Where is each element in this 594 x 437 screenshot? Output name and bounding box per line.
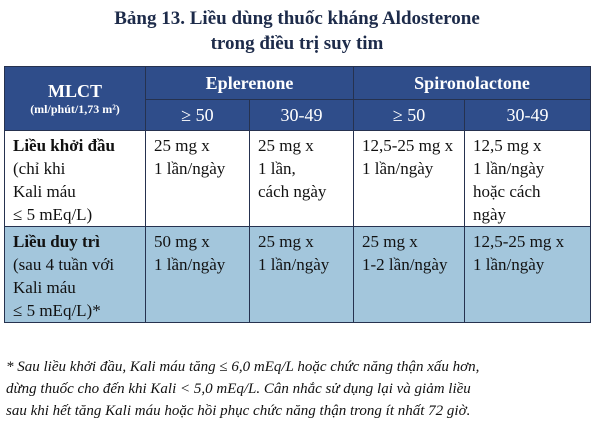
header-spironolactone: Spironolactone (354, 67, 591, 100)
row-label-maintenance-dose (5, 227, 146, 323)
footnote-line: * Sau liều khởi đầu, Kali máu tăng ≤ 6,0 mEq/L hoặc chức năng thận xấu hơn, (6, 359, 480, 375)
header-eplerenone-30-49: 30-49 (250, 100, 354, 131)
footnote (6, 356, 590, 422)
cell-line: cách ngày (258, 182, 327, 201)
cell-initial-spironolactone-30-49 (465, 131, 591, 227)
cell-maintenance-spironolactone-30-49 (465, 227, 591, 323)
footnote-line: sau khi hết tăng Kali máu hoặc hồi phục chức năng thận trong ít nhất 72 giờ. (6, 403, 471, 419)
header-mlct-unit: (ml/phút/1,73 m²) (30, 101, 120, 116)
cell-line: 1 lần/ngày (154, 255, 226, 274)
header-spironolactone-ge50: ≥ 50 (354, 100, 465, 131)
table-row-maintenance-dose (5, 227, 591, 323)
row-label-sub-line: ≤ 5 mEq/L)* (13, 301, 101, 320)
cell-initial-spironolactone-ge50 (354, 131, 465, 227)
cell-line: 25 mg x (154, 136, 210, 155)
cell-line: 1-2 lần/ngày (362, 255, 448, 274)
header-eplerenone-ge50: ≥ 50 (146, 100, 250, 131)
header-eplerenone: Eplerenone (146, 67, 354, 100)
dosage-table (4, 66, 591, 323)
row-label-sub-line: (chỉ khi (13, 159, 66, 178)
cell-line: hoặc cách (473, 182, 541, 201)
cell-line: 25 mg x (258, 136, 314, 155)
cell-line: 50 mg x (154, 232, 210, 251)
cell-line: 1 lần/ngày (362, 159, 434, 178)
table-title-line2: trong điều trị suy tim (210, 33, 384, 54)
cell-line: 12,5-25 mg x (473, 232, 565, 251)
cell-initial-eplerenone-ge50 (146, 131, 250, 227)
cell-line: 1 lần/ngày (154, 159, 226, 178)
footnote-line: dừng thuốc cho đến khi Kali < 5,0 mEq/L. Cân nhắc sử dụng lại và giảm liều (6, 381, 471, 397)
row-label-sub-line: Kali máu (13, 182, 76, 201)
table-title (0, 6, 594, 56)
cell-maintenance-spironolactone-ge50 (354, 227, 465, 323)
cell-maintenance-eplerenone-ge50 (146, 227, 250, 323)
table-title-line1: Bảng 13. Liều dùng thuốc kháng Aldosterone (114, 8, 480, 29)
header-spironolactone-30-49: 30-49 (465, 100, 591, 131)
cell-line: 1 lần/ngày (258, 255, 330, 274)
row-label-initial-dose (5, 131, 146, 227)
cell-line: 12,5 mg x (473, 136, 542, 155)
cell-line: 1 lần/ngày (473, 159, 545, 178)
row-label-sub-line: Kali máu (13, 278, 76, 297)
cell-line: 25 mg x (362, 232, 418, 251)
row-label-main: Liều khởi đầu (13, 136, 116, 155)
cell-line: 12,5-25 mg x (362, 136, 454, 155)
cell-maintenance-eplerenone-30-49 (250, 227, 354, 323)
cell-line: 1 lần/ngày (473, 255, 545, 274)
cell-initial-eplerenone-30-49 (250, 131, 354, 227)
header-mlct (5, 67, 146, 131)
cell-line: ngày (473, 205, 507, 224)
cell-line: 1 lần, (258, 159, 296, 178)
cell-line: 25 mg x (258, 232, 314, 251)
row-label-main: Liều duy trì (13, 232, 100, 251)
row-label-sub-line: ≤ 5 mEq/L) (13, 205, 93, 224)
row-label-sub-line: (sau 4 tuần với (13, 255, 115, 274)
table-row-initial-dose (5, 131, 591, 227)
header-mlct-label: MLCT (48, 80, 102, 101)
